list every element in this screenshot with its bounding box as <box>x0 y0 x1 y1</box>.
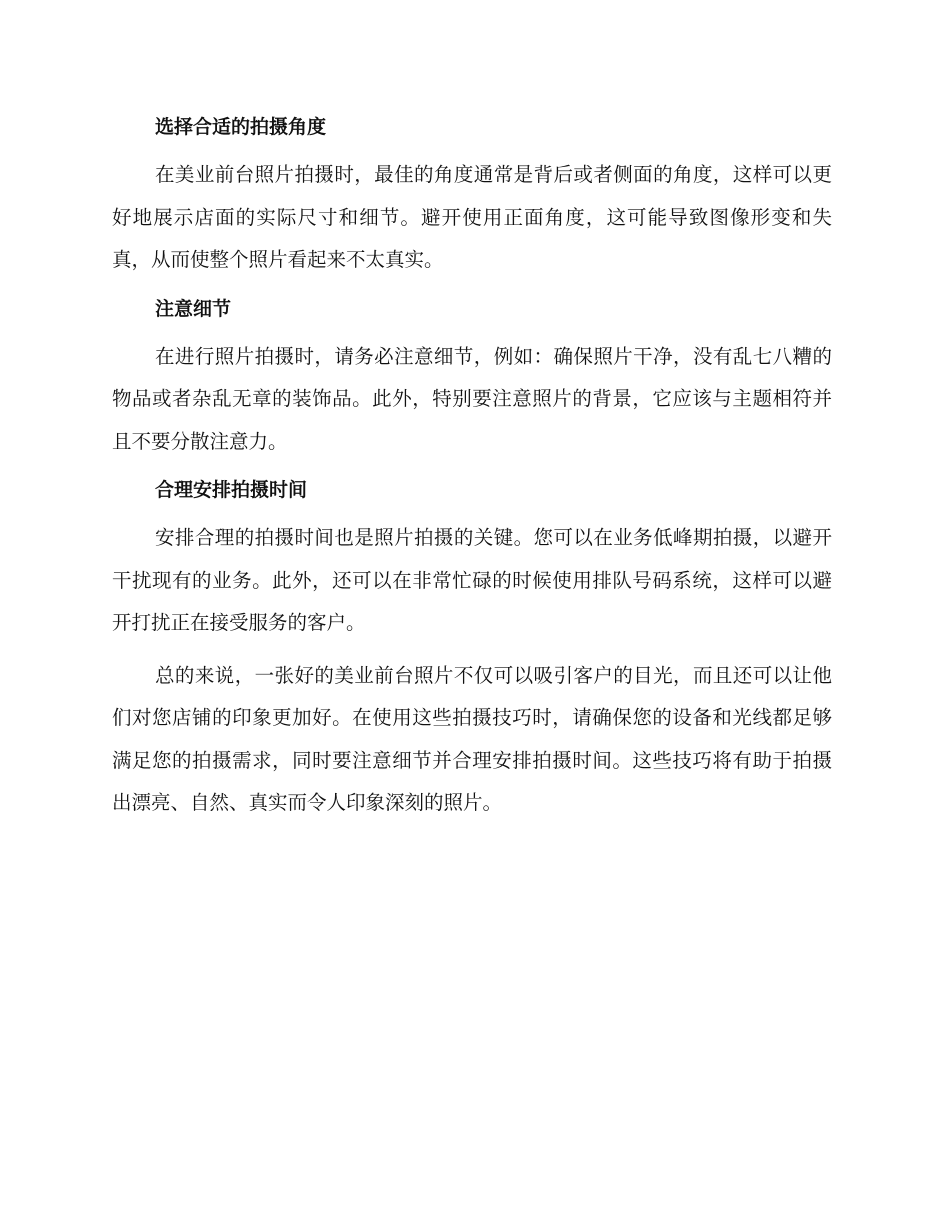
section-paragraph: 在进行照片拍摄时，请务必注意细节，例如：确保照片干净，没有乱七八糟的物品或者杂乱无章的装饰品。此外，特别要注意照片的背景，它应该与主题相符并且不要分散注意力。 <box>112 344 832 453</box>
document-page <box>112 110 832 835</box>
section-paragraph: 安排合理的拍摄时间也是照片拍摄的关键。您可以在业务低峰期拍摄，以避开干扰现有的业务。此外，还可以在非常忙碌的时候使用排队号码系统，这样可以避开打扰正在接受服务的客户。 <box>112 526 832 634</box>
section-paragraph: 在美业前台照片拍摄时，最佳的角度通常是背后或者侧面的角度，这样可以更好地展示店面的实际尺寸和细节。避开使用正面角度，这可能导致图像形变和失真，从而使整个照片看起来不太真实。 <box>112 163 832 271</box>
section-shooting-time <box>112 473 832 645</box>
section-heading: 合理安排拍摄时间 <box>155 479 308 501</box>
section-heading: 选择合适的拍摄角度 <box>155 116 327 138</box>
conclusion-paragraph: 总的来说，一张好的美业前台照片不仅可以吸引客户的目光，而且还可以让他们对您店铺的印象更加好。在使用这些拍摄技巧时，请确保您的设备和光线都足够满足您的拍摄需求，同时要注意细节并合理安排拍摄时间。这些技巧将有助于拍摄出漂亮、自然、真实而令人印象深刻的照片。 <box>112 663 832 814</box>
section-shooting-angle <box>112 110 832 282</box>
section-heading: 注意细节 <box>155 297 232 320</box>
section-attention-details <box>112 292 832 464</box>
